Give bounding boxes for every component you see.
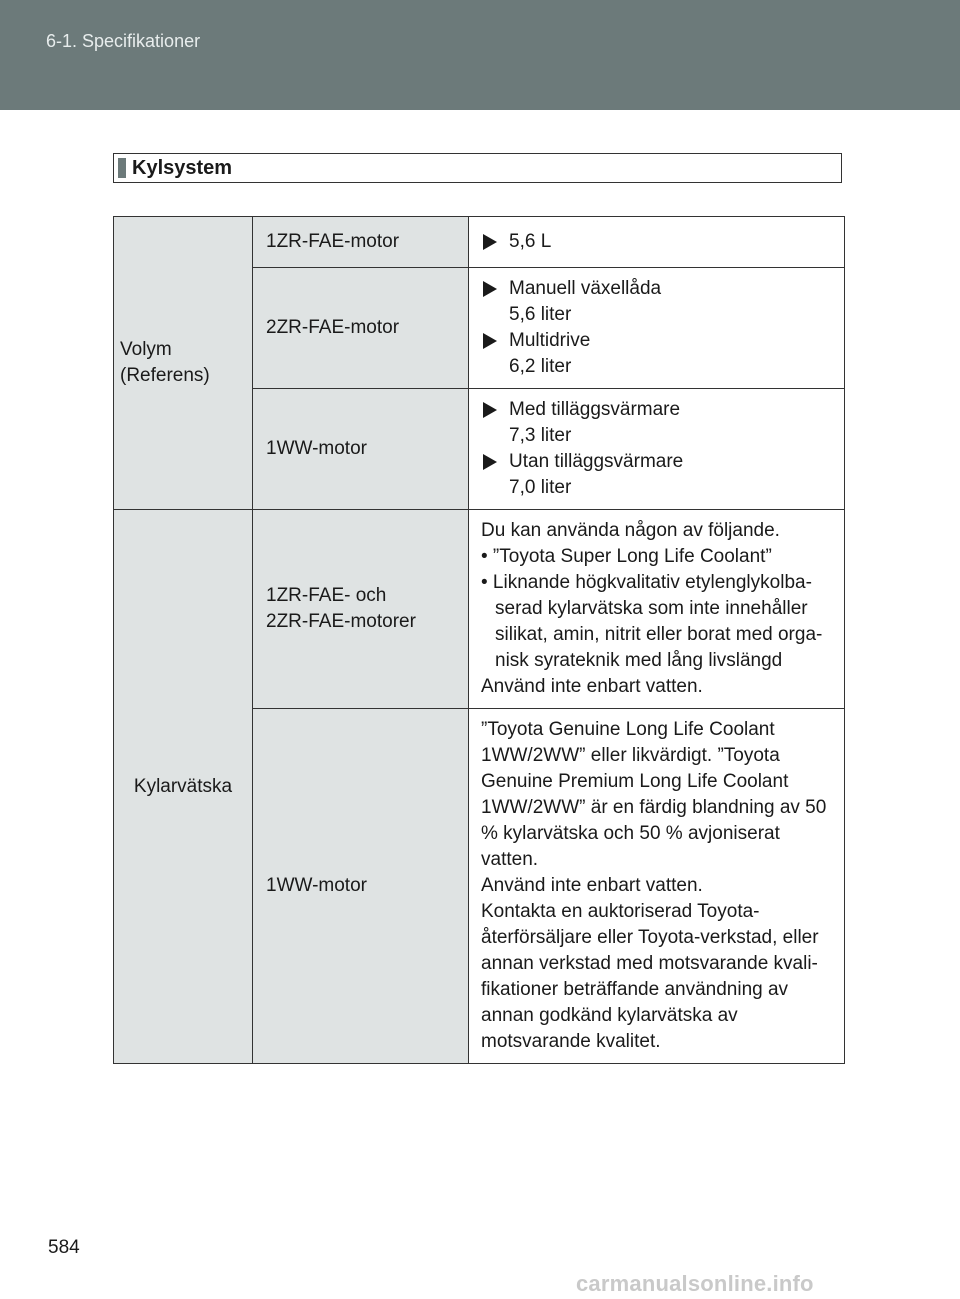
arrow-bullet-icon: [483, 234, 497, 250]
section-heading-marker: [118, 158, 126, 178]
item-value: 5,6 liter: [509, 304, 572, 325]
section-heading: [113, 153, 842, 183]
page-number: 584: [48, 1237, 80, 1258]
value-cell: [469, 268, 845, 389]
engine-cell: [253, 709, 469, 1064]
volym-sublabel: (Referens): [120, 365, 210, 386]
item-label: Utan tilläggsvärmare: [509, 451, 684, 472]
coolant-advice: Kontakta en auktoriserad Toyota-återförsäljare eller Toyota-verkstad, eller annan verkstad med motsvarande kvali-fikationer beträffande användning av annan godkänd kylarvätska av motsvarande kvalitet.: [481, 901, 819, 1052]
kylarvatska-label-cell: [114, 510, 253, 1064]
value-cell: [469, 389, 845, 510]
engine-name: 1WW-motor: [266, 438, 367, 459]
watermark: carmanualsonline.info: [576, 1271, 814, 1296]
list-item: [481, 397, 834, 423]
section-heading-text: Kylsystem: [132, 157, 233, 179]
item-value: 7,3 liter: [509, 425, 572, 446]
chapter-title: 6-1. Specifikationer: [46, 31, 201, 51]
spec-table: [113, 216, 845, 1064]
engine-name: 1ZR-FAE-motor: [266, 231, 400, 252]
volym-label-cell: [114, 217, 253, 510]
item-label: 5,6 L: [509, 231, 552, 252]
engine-name: 2ZR-FAE-motorer: [266, 611, 416, 632]
coolant-option: • Liknande högkvalitativ etylenglykolba-serad kylarvätska som inte innehåller silikat, amin, nitrit eller borat med orga-nisk syrateknik med lång livslängd: [481, 572, 823, 671]
list-item: [481, 229, 834, 255]
item-label: Manuell växellåda: [509, 278, 662, 299]
arrow-bullet-icon: [483, 281, 497, 297]
table-row: [114, 510, 845, 709]
arrow-bullet-icon: [483, 333, 497, 349]
header-band: [0, 0, 960, 110]
coolant-note: Använd inte enbart vatten.: [481, 676, 703, 697]
arrow-bullet-icon: [483, 454, 497, 470]
item-label: Med tilläggsvärmare: [509, 399, 681, 420]
engine-name: 1WW-motor: [266, 875, 367, 896]
arrow-bullet-icon: [483, 402, 497, 418]
item-label: Multidrive: [509, 330, 591, 351]
list-item: [481, 328, 834, 354]
list-item: [481, 449, 834, 475]
coolant-option: • ”Toyota Super Long Life Coolant”: [481, 546, 772, 567]
kylarvatska-label: Kylarvätska: [133, 775, 233, 797]
item-value: 6,2 liter: [509, 356, 572, 377]
engine-name: 2ZR-FAE-motor: [266, 317, 400, 338]
engine-cell: [253, 217, 469, 268]
value-cell: [469, 510, 845, 709]
value-cell: [469, 709, 845, 1064]
coolant-description: ”Toyota Genuine Long Life Coolant 1WW/2WW” eller likvärdigt. ”Toyota Genuine Premium Long Life Coolant 1WW/2WW” är en färdig blandning av 50 % kylarvätska och 50 % avjoniserat vatten.: [481, 719, 827, 870]
engine-name: 1ZR-FAE- och: [266, 585, 387, 606]
item-value: 7,0 liter: [509, 477, 572, 498]
coolant-intro: Du kan använda någon av följande.: [481, 520, 780, 541]
volym-label: Volym: [120, 339, 172, 360]
engine-cell: [253, 389, 469, 510]
engine-cell: [253, 510, 469, 709]
engine-cell: [253, 268, 469, 389]
list-item: [481, 276, 834, 302]
value-cell: [469, 217, 845, 268]
coolant-note: Använd inte enbart vatten.: [481, 875, 703, 896]
table-row: [114, 217, 845, 268]
